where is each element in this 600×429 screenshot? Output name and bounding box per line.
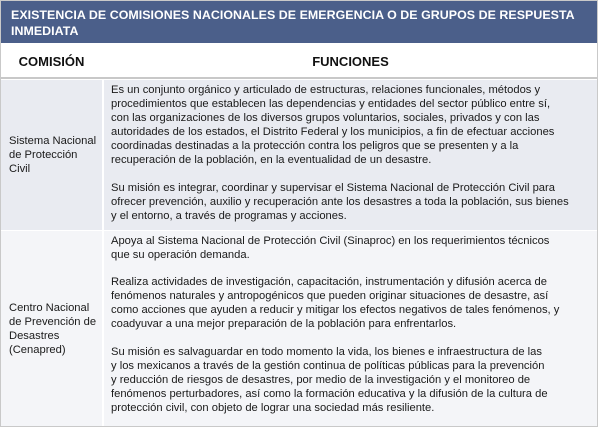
function-paragraph: Realiza actividades de investigación, capacitación, instrumentación y difusión acerca de fenómenos naturales y antropogénicos que pueden originar situaciones de desastre, así como acciones que ayuden a reducir y mitigar los efectos negativos de tales fenómenos, y coadyuvar a una mejor preparación de la población para enfrentarlos. [111, 276, 560, 331]
column-header-comision: COMISIÓN [18, 53, 85, 69]
commission-name: Sistema Nacional de Protección Civil [9, 135, 97, 175]
commission-name: Centro Nacional de Prevención de Desastres (Cenapred) [9, 301, 97, 356]
function-paragraph: Es un conjunto orgánico y articulado de estructuras, relaciones funcionales, métodos y procedimientos que establecen las dependencias y entidades del sector público entre sí, con las organizaciones de los diversos grupos voluntarios, sociales, privados y con las autoridades de los estados, el Distrito Federal y los municipios, a fin de efectuar acciones coordinadas destinadas a la protección contra los peligros que se presenten y a la recuperación de la población, en la eventualidad de un desastre. [111, 84, 555, 167]
column-header-funciones: FUNCIONES [312, 53, 389, 69]
table-header-row [1, 45, 597, 79]
function-paragraph: Apoya al Sistema Nacional de Protección Civil (Sinaproc) en los requerimientos técnicos que su operación demanda. [111, 235, 550, 262]
table-row [1, 231, 597, 426]
function-paragraph: Su misión es integrar, coordinar y supervisar el Sistema Nacional de Protección Civil para ofrecer prevención, auxilio y recuperación ante los desastres a toda la población, sus bienes y el entorno, a través de programas y acciones. [111, 181, 569, 222]
table-row [1, 80, 597, 230]
functions-cell [105, 231, 597, 426]
table-title: EXISTENCIA DE COMISIONES NACIONALES DE EMERGENCIA O DE GRUPOS DE RESPUESTA INMEDIATA [1, 1, 597, 43]
column-divider [102, 80, 104, 426]
functions-cell [105, 80, 597, 230]
function-paragraph: Su misión es salvaguardar en todo momento la vida, los bienes e infraestructura de las y los mexicanos a través de la gestión continua de políticas públicas para la prevención y reducción de riesgos de desastres, por medio de la investigación y el monitoreo de fenómenos perturbadores, así como la formación educativa y la difusión de la cultura de protección civil, con objeto de lograr una sociedad más resiliente. [111, 345, 548, 414]
row-divider [1, 230, 597, 231]
